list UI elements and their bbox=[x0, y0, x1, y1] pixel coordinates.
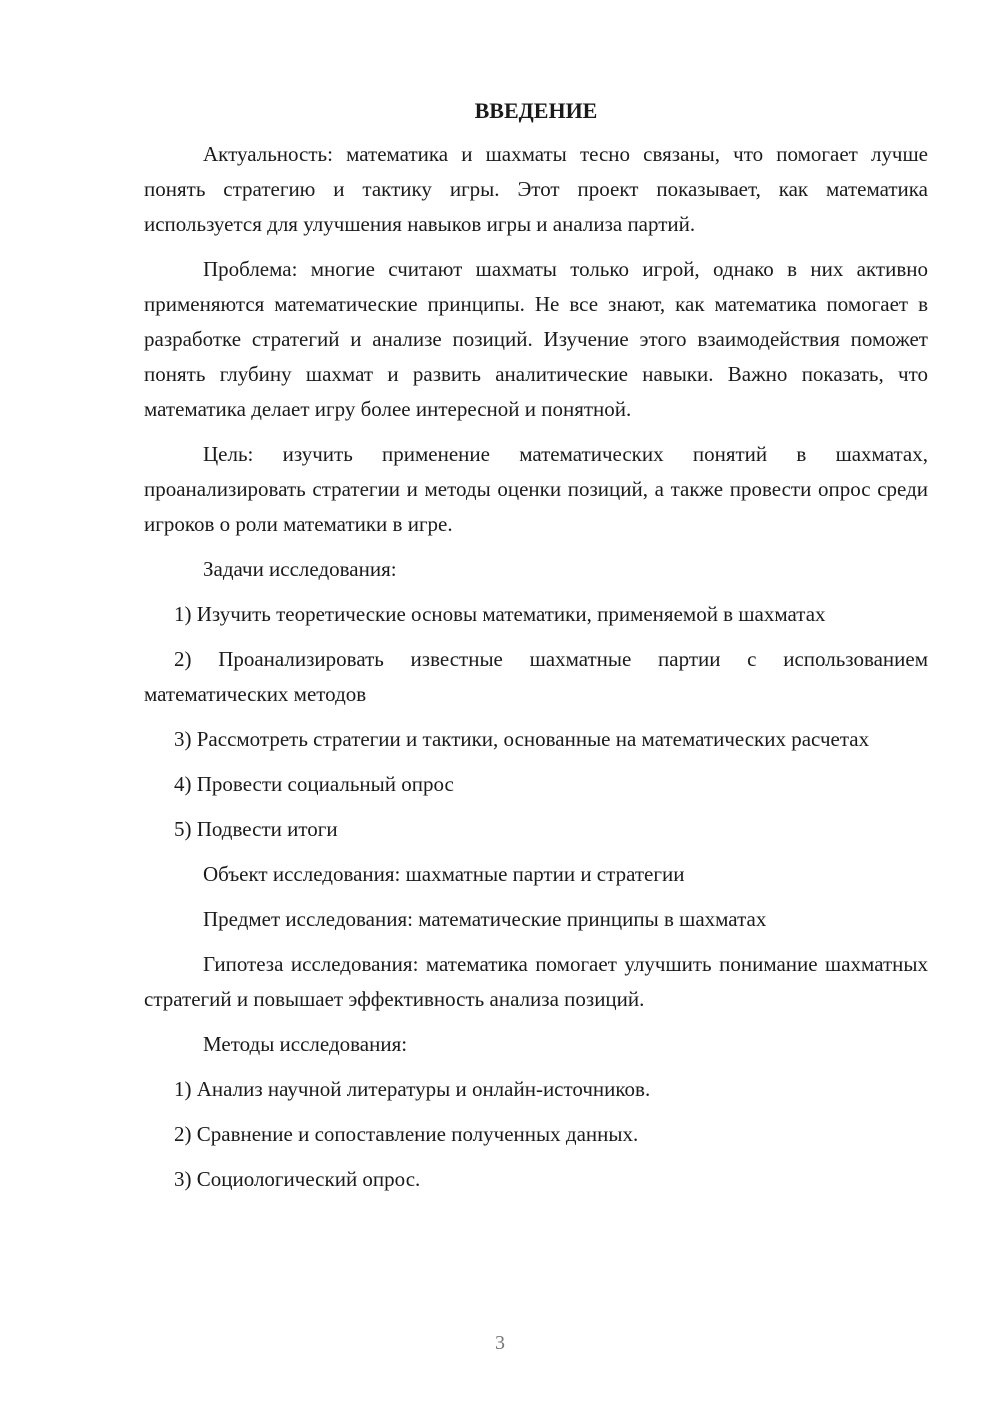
paragraph-problem: Проблема: многие считают шахматы только игрой, однако в них активно применяются математические принципы. Не все знают, как математика помогает в разработке стратегий и анализе позиций. Изучение этого взаимодействия поможет понять глубину шахмат и развить аналитические навыки. Важно показать, что математика делает игру более интересной и понятной. bbox=[144, 257, 928, 421]
method-item-1: 1) Анализ научной литературы и онлайн-источников. bbox=[174, 1077, 651, 1101]
task-item-5: 5) Подвести итоги bbox=[174, 817, 338, 841]
method-item-2: 2) Сравнение и сопоставление полученных данных. bbox=[174, 1122, 639, 1146]
paragraph-relevance: Актуальность: математика и шахматы тесно связаны, что помогает лучше понять стратегию и тактику игры. Этот проект показывает, как математика используется для улучшения навыков игры и анализа партий. bbox=[144, 142, 928, 236]
method-item-3: 3) Социологический опрос. bbox=[174, 1167, 421, 1191]
paragraph-goal: Цель: изучить применение математических понятий в шахматах, проанализировать стратегии и методы оценки позиций, а также провести опрос среди игроков о роли математики в игре. bbox=[144, 442, 928, 536]
task-item-1: 1) Изучить теоретические основы математики, применяемой в шахматах bbox=[174, 602, 826, 626]
task-item-2: 2) Проанализировать известные шахматные партии с использованием математических методов bbox=[144, 647, 928, 706]
tasks-heading: Задачи исследования: bbox=[203, 557, 397, 581]
task-item-3: 3) Рассмотреть стратегии и тактики, основанные на математических расчетах bbox=[174, 727, 870, 751]
research-hypothesis: Гипотеза исследования: математика помогает улучшить понимание шахматных стратегий и повышает эффективность анализа позиций. bbox=[144, 952, 928, 1011]
section-title: ВВЕДЕНИЕ bbox=[474, 98, 598, 123]
document-body bbox=[144, 95, 928, 1207]
task-item-4: 4) Провести социальный опрос bbox=[174, 772, 454, 796]
methods-heading: Методы исследования: bbox=[203, 1032, 408, 1056]
research-object: Объект исследования: шахматные партии и стратегии bbox=[203, 862, 685, 886]
page-number: 3 bbox=[495, 1332, 505, 1354]
research-subject: Предмет исследования: математические принципы в шахматах bbox=[203, 907, 767, 931]
